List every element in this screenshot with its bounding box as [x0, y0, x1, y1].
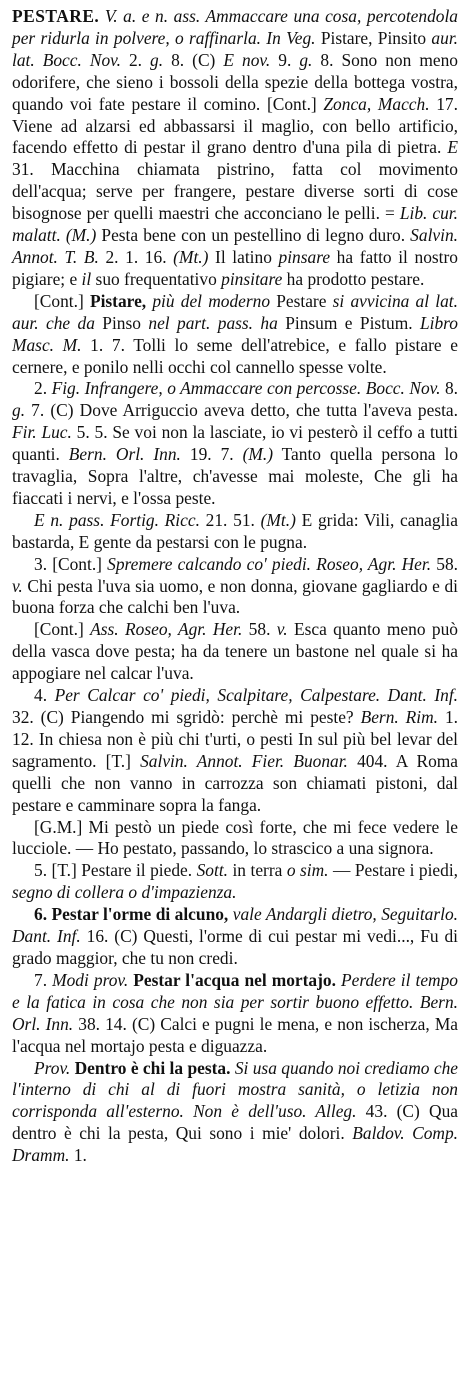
entry-paragraph-9: [12, 860, 458, 904]
text: 1. 7. Tolli lo seme dell'atrebice, e fallo pistare e cernere, e ponilo nelli occhi col cannello spesse volte.: [12, 334, 458, 377]
text: Pinso: [94, 312, 149, 333]
text: suo frequentativo: [91, 268, 222, 289]
text: Pinsum e Pistum.: [277, 312, 420, 333]
italic-text: Salvin. Annot. T. B.: [12, 225, 458, 267]
italic-text: pinsare: [278, 246, 331, 267]
italic-text: E nov.: [223, 49, 271, 70]
bold-text: 6. Pestar l'orme di alcuno,: [34, 904, 229, 925]
text: 17. Viene ad alzarsi ed abbassarsi il maglio, con bello artificio, facendo effetto di pestar il grano dentro d'una pila di pietra.: [12, 93, 458, 158]
text: ha prodotto pestare.: [282, 268, 425, 289]
entry-paragraph-7: [12, 685, 458, 816]
text: 8. (C): [163, 49, 224, 70]
italic-text: si avvicina al lat. aur. che da: [12, 290, 458, 333]
text: 21. 51.: [199, 509, 261, 530]
bold-text: Dentro è chi la pesta.: [70, 1057, 231, 1078]
text: Pesta bene con un pestellino di legno duro.: [96, 225, 411, 246]
text: Pistare, Pinsito: [315, 27, 432, 48]
headword: PESTARE.: [12, 6, 100, 26]
italic-text: il: [81, 268, 92, 289]
entry-paragraph-12: [12, 1058, 458, 1168]
italic-text: g.: [12, 400, 26, 421]
italic-text: Modi prov.: [52, 969, 129, 990]
text: Tanto quella persona lo travaglia, Sopra l'altre, ch'avesse mai moleste, Che gli ha fiaccati i nervi, e l'ossa peste.: [12, 444, 458, 508]
text: — Pestare i piedi,: [328, 860, 458, 881]
italic-text: Salvin. Annot. Fier. Buonar.: [140, 750, 348, 771]
italic-text: o sim.: [286, 860, 329, 881]
text: 5. 5. Se voi non la lasciate, io vi pesterò il ceffo a tutti quanti.: [12, 422, 458, 465]
entry-paragraph-5: [12, 554, 458, 620]
italic-text: Fir. Luc.: [12, 422, 72, 443]
entry-paragraph-6: [12, 619, 458, 685]
text: ha fatto il nostro pigiare; e: [12, 246, 458, 289]
italic-text: Fig. Infrangere, o Ammaccare con percosse. Bocc. Nov.: [51, 378, 441, 399]
text: 5. [T.] Pestare il piede.: [34, 860, 197, 881]
italic-text: segno di collera o d'impazienza.: [12, 882, 237, 903]
italic-text: vale Andargli dietro, Seguitarlo. Dant. Inf.: [12, 904, 459, 947]
text: [Cont.]: [34, 619, 91, 640]
entry-paragraph-1: [12, 6, 458, 291]
text: 1. 12. In chiesa non è più chi t'urti, o pesti In sul più bel levar del sagramento. [T.]: [12, 707, 459, 771]
text: 8. Sono non meno odorifere, che sieno i bossoli della spezie della bottega vostra, quando voi fate pestare il comino. [Cont.]: [12, 49, 458, 114]
italic-text: Zonca, Macch.: [323, 93, 430, 114]
italic-text: Si usa quando noi crediamo che l'interno di chi al di fuori mostra sanità, o letizia non corrisponda all'esterno. Non è dell'uso. Alleg.: [12, 1057, 458, 1122]
italic-text: Libro Masc. M.: [12, 312, 459, 355]
italic-text: E: [447, 137, 458, 158]
italic-text: Bern. Rim.: [360, 707, 439, 727]
text: 19. 7.: [180, 444, 243, 465]
text: 8.: [440, 378, 459, 399]
italic-text: Perdere il tempo e la fatica in cosa che non sia per sortir buono effetto. Bern. Orl. Inn.: [12, 969, 458, 1034]
italic-text: (M.): [242, 444, 273, 465]
entry-paragraph-4: [12, 510, 458, 554]
italic-text: Prov.: [34, 1057, 71, 1078]
text: 38. 14. (C) Calci e pugni le mena, e non ischerza, Ma l'acqua nel mortajo pesta e diguazza.: [12, 1013, 459, 1056]
text: 16. (C) Questi, l'orme di cui pestar mi vedi..., Fu di grado maggior, che tu non credi.: [12, 926, 458, 968]
italic-text: v.: [276, 619, 288, 640]
dictionary-entry-pestare: [12, 6, 458, 1167]
text: 2.: [34, 378, 52, 399]
italic-text: Spremere calcando co' piedi. Roseo, Agr. Her.: [107, 553, 432, 574]
entry-paragraph-8: [12, 817, 458, 861]
italic-text: E n. pass. Fortig. Ricc.: [34, 509, 200, 530]
text: 58.: [431, 553, 458, 574]
text: Il latino: [208, 246, 279, 267]
entry-paragraph-3: [12, 378, 458, 509]
entry-paragraph-10: [12, 904, 458, 970]
italic-text: Sott.: [196, 860, 228, 881]
entry-paragraph-2: [12, 291, 458, 379]
text: in terra: [228, 860, 287, 881]
italic-text: (Mt.): [260, 509, 296, 530]
text: 2.: [120, 49, 151, 70]
italic-text: Ass. Roseo, Agr. Her.: [90, 619, 243, 640]
text: 4.: [34, 685, 55, 706]
text: 404. A Roma quelli che non vanno in carrozza son chiamati pistoni, dal pestare e camminare sopra la fanga.: [12, 750, 459, 815]
bold-text: Pistare,: [89, 290, 147, 311]
text: 9.: [270, 49, 300, 70]
italic-text: Baldov. Comp. Dramm.: [12, 1123, 458, 1166]
italic-text: Per Calcar co' piedi, Scalpitare, Calpestare. Dant. Inf.: [54, 685, 458, 706]
text: 1.: [69, 1145, 87, 1166]
bold-text: Pestar l'acqua nel mortajo.: [128, 969, 336, 990]
text: 7. (C) Dove Arriguccio aveva detto, che tutta l'aveva pesta.: [25, 400, 458, 421]
italic-text: nel part. pass. ha: [148, 312, 278, 333]
text: [Cont.]: [34, 290, 90, 311]
text: 7.: [34, 969, 53, 990]
text: [G.M.] Mi pestò un piede così forte, che mi fece vedere le lucciole. — Ho pestato, passando, lo strascico a una signora.: [12, 816, 458, 859]
italic-text: (Mt.): [173, 246, 209, 267]
text: Chi pesta l'uva sia uomo, e non donna, giovane gagliardo e di buona forza che calchi ben l'uva.: [12, 575, 458, 618]
text: 32. (C) Piangendo mi sgridò: perchè mi peste?: [12, 707, 361, 727]
text: 58.: [242, 619, 277, 640]
italic-text: Lib. cur. malatt. (M.): [12, 203, 458, 246]
italic-text: g.: [150, 49, 164, 70]
italic-text: pinsitare: [221, 268, 283, 289]
text: 43. (C) Qua dentro è chi la pesta, Qui sono i mie' dolori.: [12, 1101, 459, 1144]
text: 2. 1. 16.: [98, 246, 174, 267]
italic-text: più del moderno: [146, 290, 271, 311]
italic-text: g.: [299, 49, 313, 70]
text: E grida: Vili, canaglia bastarda, E gente da pestarsi con le pugna.: [12, 509, 458, 552]
text: 31. Macchina chiamata pistrino, fatta col movimento dell'acqua; serve per frangere, pestare diverse sorti di cose bisognose per quelli maestri che acconciano le pelli. =: [12, 159, 458, 224]
italic-text: v.: [12, 575, 23, 596]
text: Pestare: [270, 290, 333, 311]
italic-text: aur. lat. Bocc. Nov.: [12, 27, 458, 70]
text: Esca quanto meno può della vasca dove pesta; ha da tenere un bastone nel quale si ha appogiare nel calcar l'uva.: [12, 619, 458, 684]
italic-text: V. a. e n. ass. Ammaccare una cosa, percotendola per ridurla in polvere, o raffinarla. In Veg.: [12, 6, 458, 48]
entry-paragraph-11: [12, 970, 458, 1058]
italic-text: Bern. Orl. Inn.: [68, 444, 181, 465]
text: 3. [Cont.]: [34, 553, 108, 574]
